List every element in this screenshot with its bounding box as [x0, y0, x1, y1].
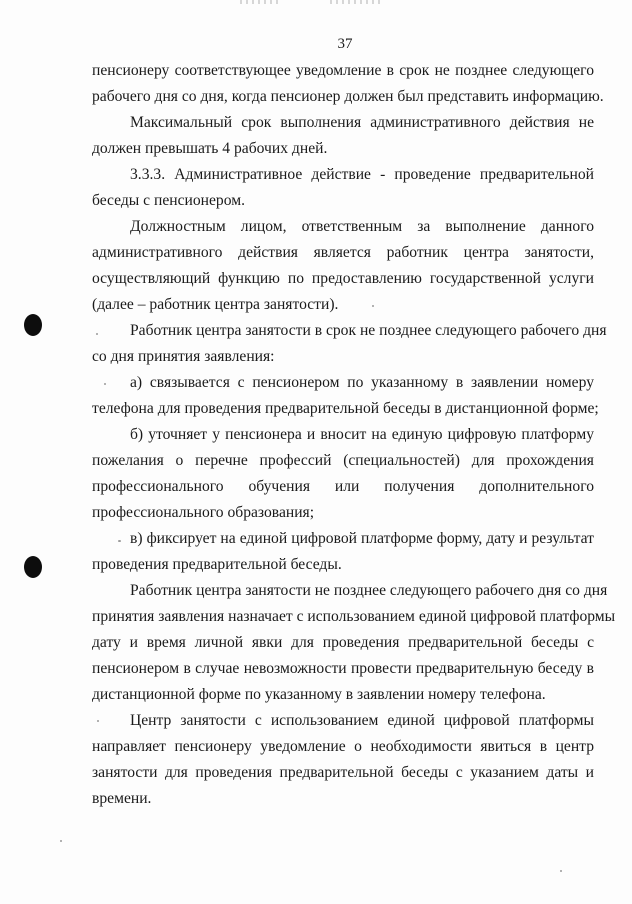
- list-item-line: профессионального обучения или получения дополнительного: [92, 478, 594, 495]
- text-line: Работник центра занятости не позднее следующего рабочего дня со дня: [130, 582, 608, 599]
- text-line: времени.: [92, 790, 152, 807]
- text-line: Должностным лицом, ответственным за выполнение данного: [130, 218, 594, 235]
- page-number: 37: [337, 36, 353, 52]
- list-item-line: а) связывается с пенсионером по указанному в заявлении номеру: [130, 374, 594, 391]
- binder-hole-mark: [24, 314, 42, 336]
- section-heading-line: 3.3.3. Административное действие - проведение предварительной: [130, 166, 594, 183]
- text-line: со дня принятия заявления:: [92, 348, 275, 365]
- list-item-line: профессионального образования;: [92, 504, 315, 521]
- scan-noise: [240, 0, 280, 4]
- text-line: дату и время личной явки для проведения предварительной беседы с: [92, 634, 594, 651]
- list-item-line: в) фиксирует на единой цифровой платформе форму, дату и результат: [130, 530, 594, 547]
- scan-speck: [118, 540, 121, 542]
- scan-speck: [372, 305, 374, 307]
- text-line: направляет пенсионеру уведомление о необходимости явиться в центр: [92, 738, 594, 755]
- list-item-line: пожелания о перечне профессий (специальностей) для прохождения: [92, 452, 594, 469]
- list-item-line: телефона для проведения предварительной беседы в дистанционной форме;: [92, 400, 599, 417]
- text-line: рабочего дня со дня, когда пенсионер должен был представить информацию.: [92, 88, 604, 105]
- list-item-line: б) уточняет у пенсионера и вносит на единую цифровую платформу: [130, 426, 594, 443]
- text-line: Максимальный срок выполнения административного действия не: [130, 114, 594, 131]
- text-line: Работник центра занятости в срок не позднее следующего рабочего дня: [130, 322, 607, 339]
- scan-speck: [104, 383, 106, 385]
- text-line: (далее – работник центра занятости).: [92, 296, 339, 313]
- text-line: должен превышать 4 рабочих дней.: [92, 140, 328, 157]
- section-heading-line: беседы с пенсионером.: [92, 192, 245, 209]
- text-line: Центр занятости с использованием единой цифровой платформы: [130, 712, 594, 729]
- text-line: занятости для проведения предварительной беседы с указанием даты и: [92, 764, 594, 781]
- scan-speck: [60, 840, 62, 842]
- text-line: дистанционной форме по указанному в заявлении номеру телефона.: [92, 686, 546, 703]
- text-line: административного действия является работник центра занятости,: [92, 244, 594, 261]
- scan-speck: [96, 333, 98, 335]
- scan-speck: [97, 720, 99, 722]
- binder-hole-mark: [24, 556, 42, 578]
- text-line: пенсионером в случае невозможности провести предварительную беседу в: [92, 660, 594, 677]
- scan-speck: [560, 870, 562, 872]
- text-line: пенсионеру соответствующее уведомление в срок не позднее следующего: [92, 62, 594, 79]
- scan-noise: [330, 0, 380, 4]
- list-item-line: проведения предварительной беседы.: [92, 556, 342, 573]
- text-line: осуществляющий функцию по предоставлению государственной услуги: [92, 270, 594, 287]
- text-line: принятия заявления назначает с использованием единой цифровой платформы: [92, 608, 616, 625]
